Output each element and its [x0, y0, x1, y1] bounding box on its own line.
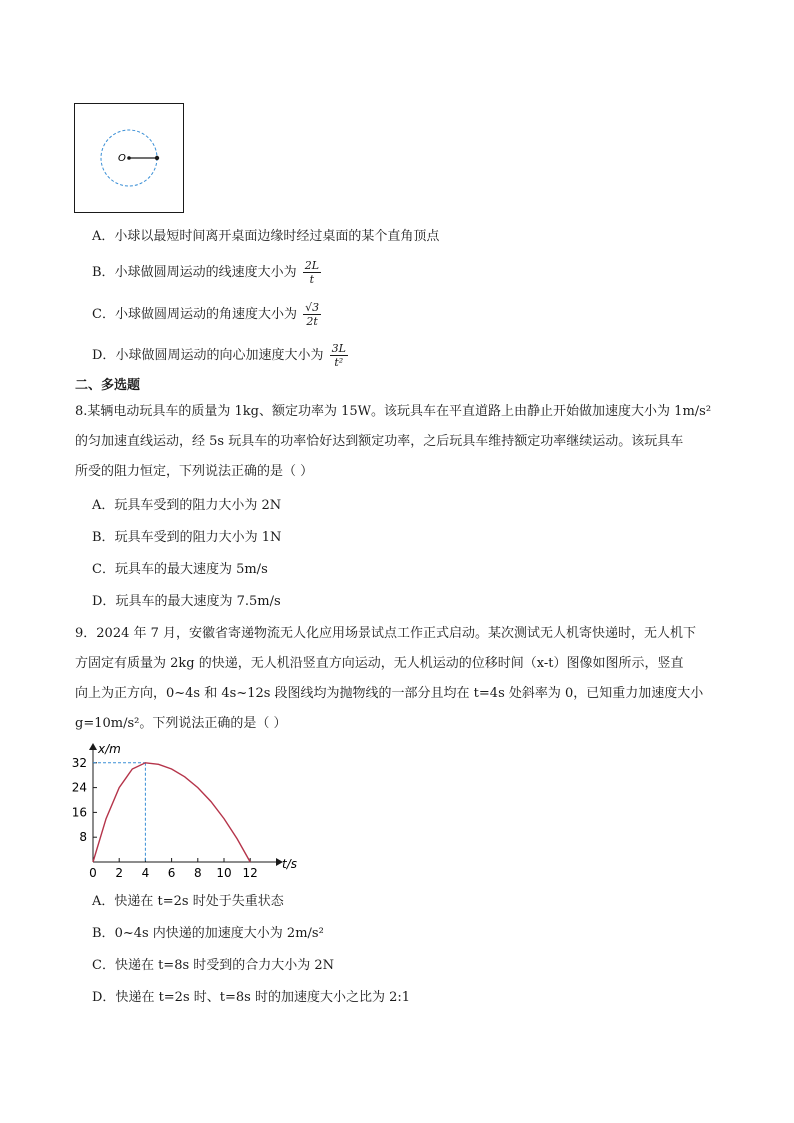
- center-point: [127, 156, 131, 160]
- xt-curve: [93, 763, 250, 862]
- section-title: 二、多选题: [75, 378, 141, 393]
- q9-stem-line3: 向上为正方向，0~4s 和 4s~12s 段图线均为抛物线的一部分且均在 t=4s 处斜率为 0，已知重力加速度大小: [75, 686, 704, 701]
- fraction: $\frac{√3}{2t}$: [305, 301, 320, 328]
- q9-option-a[interactable]: A．快递在 t=2s 时处于失重状态: [92, 894, 284, 909]
- circle-motion-figure: [74, 103, 186, 215]
- q7-option-b[interactable]: B．小球做圆周运动的线速度大小为 $\frac{2L}{t}$: [92, 259, 320, 286]
- q9-stem-line4: g=10m/s²。下列说法正确的是（ ）: [75, 716, 287, 731]
- q8-stem-line2: 的匀加速直线运动，经 5s 玩具车的功率恰好达到额定功率，之后玩具车维持额定功率继续运动。该玩具车: [75, 434, 684, 449]
- fraction: $\frac{2L}{t}$: [304, 259, 320, 286]
- q7-option-d[interactable]: D．小球做圆周运动的向心加速度大小为 $\frac{3L}{\text{t²}}$: [92, 342, 346, 369]
- q8-stem-line3: 所受的阻力恒定，下列说法正确的是（ ）: [75, 464, 314, 479]
- q9-stem-line1: 9．2024 年 7 月，安徽省寄递物流无人化应用场景试点工作正式启动。某次测试无人机寄快递时，无人机下: [75, 626, 697, 641]
- y-tick-label: 8: [79, 830, 87, 845]
- y-tick-label: 24: [71, 780, 87, 795]
- q8-option-c[interactable]: C．玩具车的最大速度为 5m/s: [92, 562, 268, 577]
- x-tick-label: 12: [242, 866, 258, 880]
- q7-option-c[interactable]: C．小球做圆周运动的角速度大小为 $\frac{√3}{2t}$: [92, 301, 320, 328]
- q8-stem-line1: 8.某辆电动玩具车的质量为 1kg、额定功率为 15W。该玩具车在平直道路上由静止开始做加速度大小为 1m/s²: [75, 404, 712, 419]
- x-tick-label: 6: [167, 866, 176, 880]
- q8-option-d[interactable]: D．玩具车的最大速度为 7.5m/s: [92, 594, 281, 609]
- q9-option-d[interactable]: D．快递在 t=2s 时、t=8s 时的加速度大小之比为 2:1: [92, 990, 411, 1005]
- x-axis-label: t/s: [282, 857, 297, 871]
- fraction: $\frac{3L}{\text{t²}}$: [331, 342, 346, 369]
- q9-option-b[interactable]: B．0~4s 内快递的加速度大小为 2m/s²: [92, 926, 324, 941]
- y-tick-label: 16: [71, 805, 87, 820]
- ball: [155, 156, 159, 160]
- q8-option-a[interactable]: A．玩具车受到的阻力大小为 2N: [92, 498, 282, 513]
- x-tick-label: 10: [216, 866, 232, 880]
- x-tick-label: 4: [141, 866, 150, 880]
- q7-option-a[interactable]: A．小球以最短时间离开桌面边缘时经过桌面的某个直角顶点: [92, 229, 440, 244]
- x-tick-label: 2: [115, 866, 124, 880]
- y-axis-label: x/m: [98, 742, 121, 756]
- q9-stem-line2: 方固定有质量为 2kg 的快递，无人机沿竖直方向运动，无人机运动的位移时间（x-t）图像如图所示，竖直: [75, 656, 684, 671]
- xt-graph: [60, 740, 310, 880]
- x-tick-label: 0: [89, 866, 97, 880]
- center-label: O: [118, 153, 126, 164]
- y-tick-label: 32: [71, 755, 87, 770]
- x-tick-label: 8: [193, 866, 202, 880]
- q9-option-c[interactable]: C．快递在 t=8s 时受到的合力大小为 2N: [92, 958, 335, 973]
- q8-option-b[interactable]: B．玩具车受到的阻力大小为 1N: [92, 530, 282, 545]
